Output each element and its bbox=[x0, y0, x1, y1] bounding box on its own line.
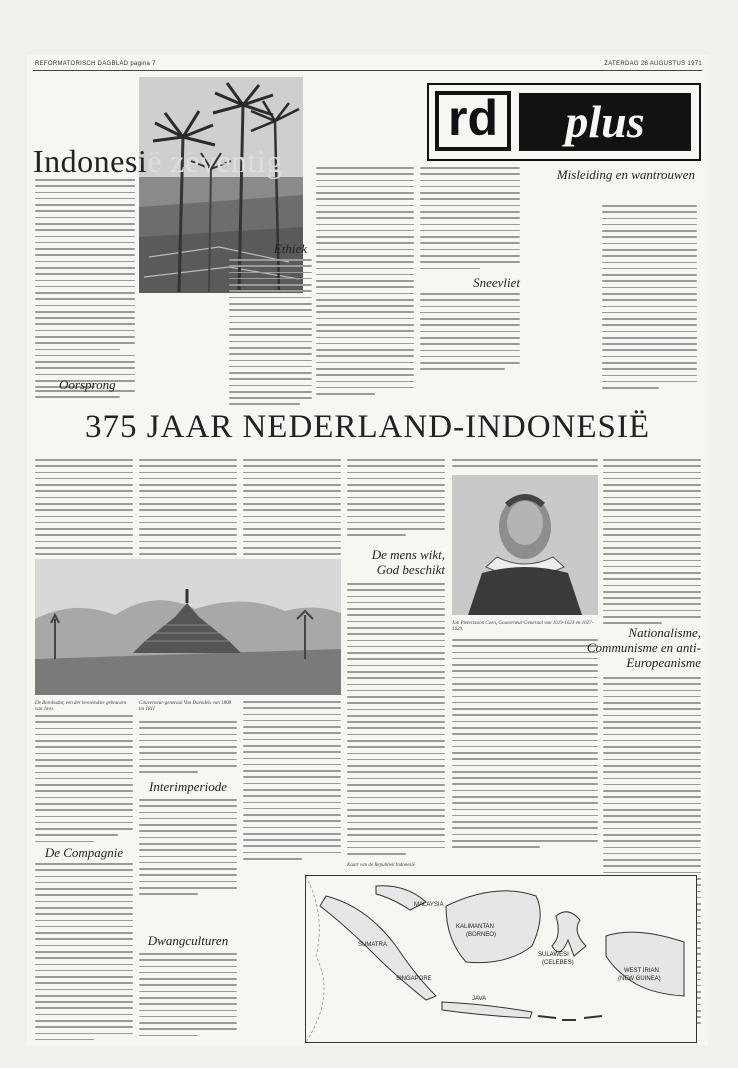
indonesia-map bbox=[305, 875, 697, 1043]
col-c-text bbox=[243, 459, 341, 566]
masthead-date: ZATERDAG 28 AUGUSTUS 1971 bbox=[604, 61, 702, 67]
map-label-sulawesi: SULAWESI bbox=[538, 952, 569, 958]
interimperiode-text bbox=[139, 799, 237, 900]
subhead-nationalisme: Nationalisme, Communisme en anti-Europeanisme bbox=[586, 625, 701, 670]
coen-portrait bbox=[452, 475, 598, 615]
subhead-mens-wikt: De mens wikt, God beschikt bbox=[371, 547, 445, 577]
col-f-text bbox=[603, 459, 701, 629]
logo-plus: plus bbox=[519, 93, 691, 151]
masthead-paper-name: REFORMATORISCH DAGBLAD pagina 7 bbox=[35, 61, 156, 67]
borobudur-photo bbox=[35, 559, 341, 695]
text-col3 bbox=[420, 167, 520, 274]
compagnie-text bbox=[35, 863, 133, 1045]
map-caption: Kaart van de Republiek Indonesië bbox=[347, 863, 416, 868]
masthead-rule bbox=[33, 70, 702, 71]
logo-rd: rd bbox=[435, 91, 511, 151]
subhead-sneevliet: Sneevliet bbox=[473, 275, 520, 290]
map-label-celebes: (CELEBES) bbox=[542, 960, 574, 966]
coen-caption: Jan Pieterszoon Coen, Gouverneur-Generaal van 1619-1623 en 1627-1629. bbox=[452, 621, 594, 632]
sneevliet-text bbox=[420, 293, 520, 375]
map-label-java: JAVA bbox=[472, 996, 487, 1002]
intro-text-block bbox=[35, 179, 135, 393]
col-a-text bbox=[35, 459, 133, 566]
map-label-singapore: SINGAPORE bbox=[396, 976, 432, 982]
col-b2-text bbox=[139, 721, 237, 778]
rd-plus-logo bbox=[427, 83, 701, 161]
map-label-borneo: (BORNEO) bbox=[466, 932, 496, 938]
map-label-malaysia: MALAYSIA bbox=[414, 902, 444, 908]
col-b-text bbox=[139, 459, 237, 566]
subhead-interimperiode: Interimperiode bbox=[149, 779, 227, 794]
col-e-text bbox=[452, 639, 598, 853]
map-label-kalimantan: KALIMANTAN bbox=[456, 924, 494, 930]
subhead-dwangculturen: Dwangculturen bbox=[147, 933, 229, 948]
col-c2-text bbox=[243, 701, 341, 864]
col-d-text bbox=[347, 459, 445, 541]
ethiek-text-col1 bbox=[229, 259, 312, 410]
subhead-compagnie: De Compagnie bbox=[44, 845, 124, 860]
newspaper-page bbox=[27, 55, 708, 1045]
headline-indonesie-text: Indonesi bbox=[33, 143, 148, 179]
subhead-misleiding: Misleiding en wantrouwen bbox=[556, 167, 695, 182]
dwangculturen-text bbox=[139, 953, 237, 1041]
text-col2 bbox=[316, 167, 414, 399]
misleiding-text bbox=[602, 205, 697, 393]
headline-overlay-text: ë zeventig bbox=[147, 143, 283, 179]
main-headline: 375 JAAR NEDERLAND-INDONESIË bbox=[84, 409, 651, 445]
mens-wikt-text bbox=[347, 583, 445, 859]
map-label-irian: WEST IRIAN bbox=[624, 968, 659, 974]
map-label-new-guinea: (NEW GUINEA) bbox=[618, 976, 661, 982]
daendels-caption: Gouverneur-generaal Van Daendels van 1808 tot 1811 bbox=[139, 701, 232, 712]
map-label-sumatra: SUMATRA bbox=[358, 942, 387, 948]
subhead-oorsprong: Oorsprong bbox=[59, 377, 116, 392]
col-e-head-text bbox=[452, 459, 598, 472]
borobudur-caption: De Borobudur, een der beroemdste gebouwen van Java bbox=[35, 701, 127, 712]
subhead-ethiek: Ethiek bbox=[273, 241, 307, 256]
col-a2-text bbox=[35, 715, 133, 847]
headline-indonesie bbox=[33, 143, 283, 180]
